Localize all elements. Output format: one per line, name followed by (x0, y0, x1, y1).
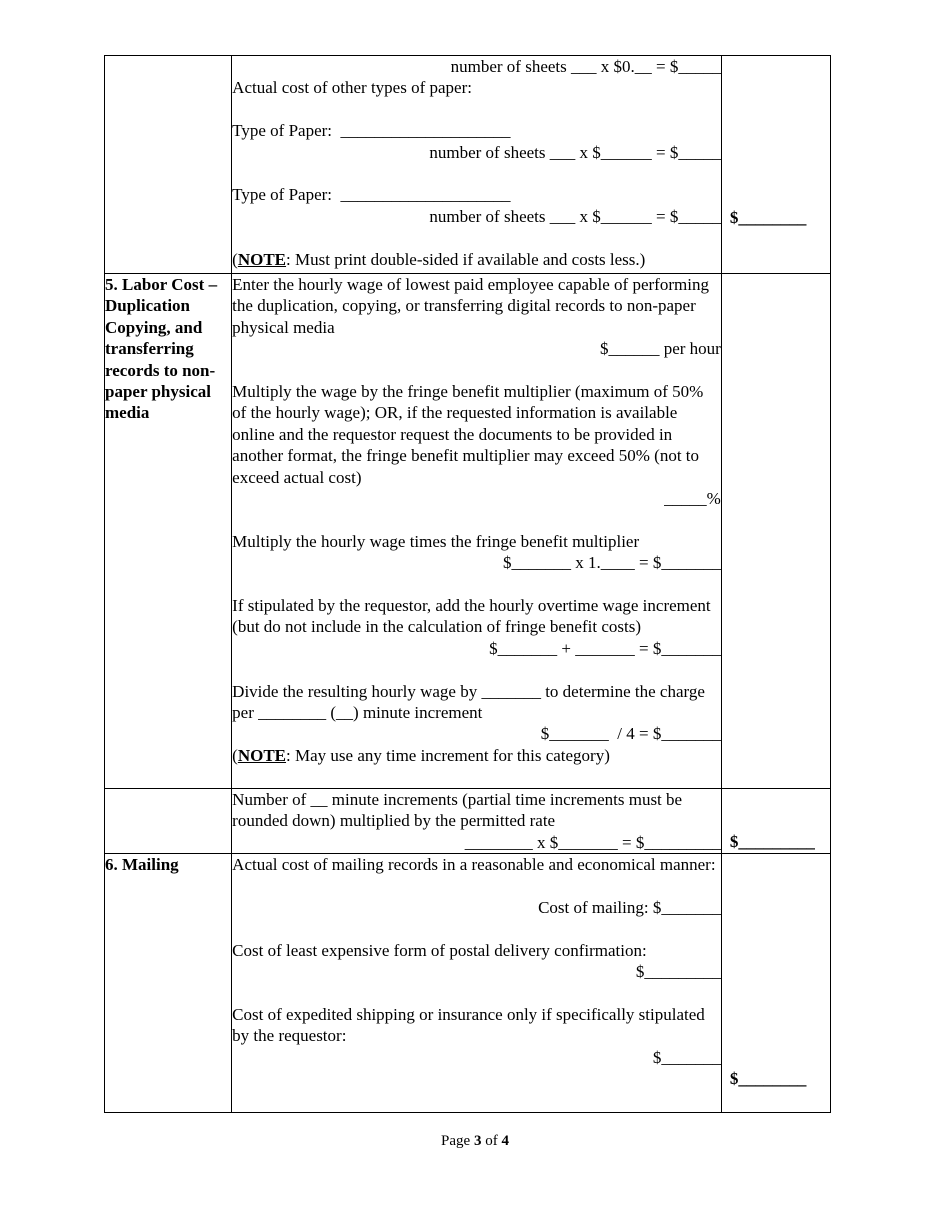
divide-instruction: Divide the resulting hourly wage by _______ to determine the charge per ________ (__) minute increment (232, 681, 705, 723)
type-of-paper-1: Type of Paper: ____________________ (232, 121, 511, 141)
mailing-label: 6. Mailing (105, 854, 232, 1113)
labor-detail-cell (232, 274, 722, 789)
current-page-number: 3 (473, 1133, 482, 1149)
paper-detail-cell (232, 56, 722, 274)
multiply-calc: $_______ x 1.____ = $_______ (503, 553, 721, 573)
total-page-count: 4 (501, 1133, 509, 1149)
fee-calculation-table (104, 55, 831, 1113)
paper-total-cell (721, 56, 830, 274)
per-hour-field: $______ per hour (599, 339, 721, 359)
note-label: NOTE (237, 745, 287, 765)
multiply-instruction: Multiply the hourly wage times the fringe benefit multiplier (232, 531, 640, 551)
postal-confirmation-instruction: Cost of least expensive form of postal delivery confirmation: (232, 940, 647, 960)
increments-total-field: $_________ (729, 832, 815, 851)
increments-total-cell (721, 789, 830, 854)
mailing-row (105, 854, 831, 1113)
postal-confirmation-field: $_________ (635, 962, 721, 982)
wage-instruction: Enter the hourly wage of lowest paid employee capable of performing the duplication, copying, or transferring digital records to non-paper physical media (232, 275, 709, 337)
paper-label-cell (105, 56, 232, 274)
overtime-calc: $_______ + _______ = $_______ (489, 638, 721, 658)
labor-cost-label: 5. Labor Cost – Duplication Copying, and transferring records to non-paper physical media (105, 274, 232, 789)
labor-total-cell (721, 274, 830, 789)
expedited-instruction: Cost of expedited shipping or insurance only if specifically stipulated by the requestor: (232, 1005, 705, 1046)
labor-note: (NOTE: May use any time increment for this category) (232, 745, 610, 765)
sheets-line-2: number of sheets ___ x $______ = $_____ (429, 206, 721, 226)
percent-field: _____% (664, 489, 721, 509)
note-label: NOTE (237, 249, 287, 269)
mailing-total-cell (721, 854, 830, 1113)
paper-cost-row (105, 56, 831, 274)
sheets-line-1: number of sheets ___ x $______ = $_____ (429, 142, 721, 162)
mailing-instruction: Actual cost of mailing records in a reasonable and economical manner: (232, 855, 716, 875)
mailing-total-field: $________ (729, 1069, 807, 1089)
paper-note: (NOTE: Must print double-sided if available and costs less.) (232, 249, 646, 269)
expedited-field: $_______ (652, 1047, 721, 1067)
increments-calc: ________ x $_______ = $_________ (464, 832, 721, 852)
divide-calc: $_______ / 4 = $_______ (540, 724, 721, 744)
increments-detail-cell (232, 789, 722, 854)
fringe-instruction: Multiply the wage by the fringe benefit multiplier (maximum of 50% of the hourly wage); OR, if the requested information is available online and the requestor request the documents to be provided in another format, the fringe benefit multiplier may exceed 50% (not to exceed actual cost) (232, 382, 704, 487)
labor-cost-row (105, 274, 831, 789)
increments-row (105, 789, 831, 854)
paper-total-field: $________ (729, 208, 807, 227)
cost-of-mailing-field: Cost of mailing: $_______ (538, 898, 721, 918)
sheets-price-line: number of sheets ___ x $0.__ = $_____ (450, 57, 721, 76)
other-paper-heading: Actual cost of other types of paper: (232, 78, 472, 98)
page-footer: Page 3 of 4 (441, 1133, 509, 1149)
overtime-instruction: If stipulated by the requestor, add the hourly overtime wage increment (but do not include in the calculation of fringe benefit costs) (232, 596, 711, 637)
increments-instruction: Number of __ minute increments (partial time increments must be rounded down) multiplied by the permitted rate (232, 790, 683, 831)
type-of-paper-2: Type of Paper: ____________________ (232, 185, 511, 205)
mailing-detail-cell (232, 854, 722, 1113)
increments-label-cell (105, 789, 232, 854)
